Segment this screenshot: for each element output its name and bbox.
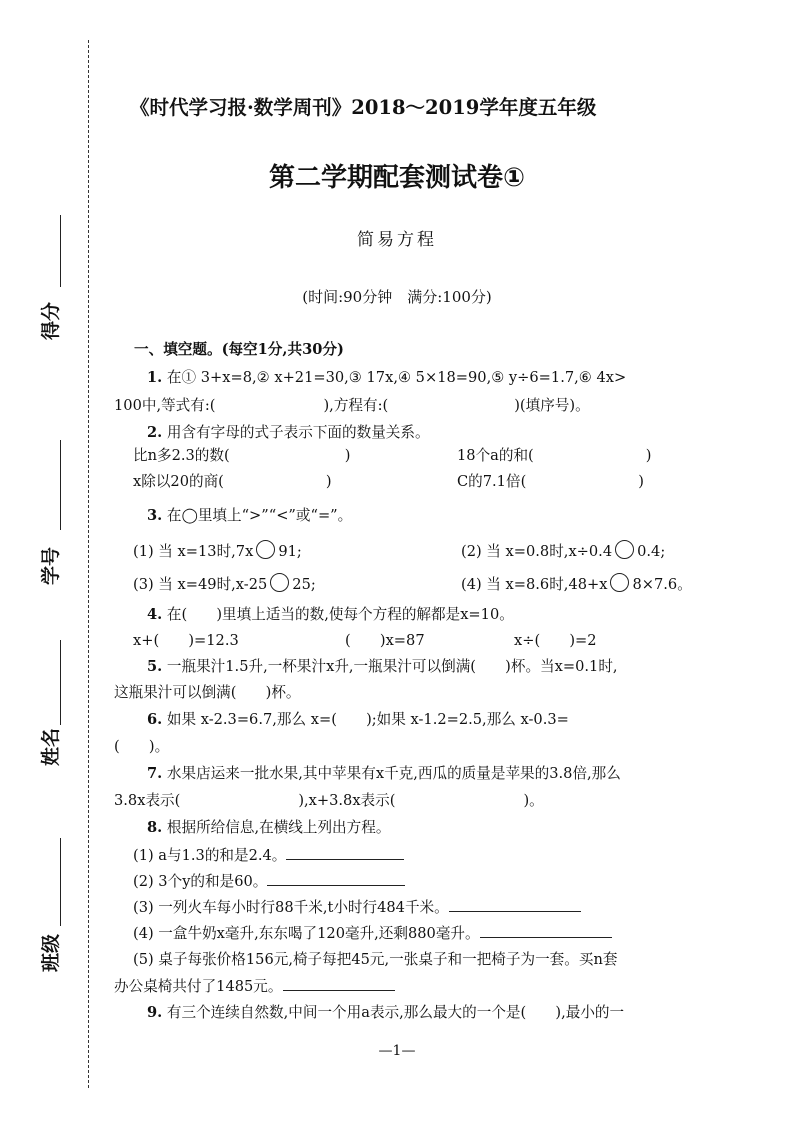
q3-number: 3. <box>147 507 163 524</box>
q3-item-2 <box>461 540 665 562</box>
q3-text: 在◯里填上“>”“<”或“=”。 <box>166 507 353 524</box>
q5-text: 一瓶果汁1.5升,一杯果汁x升,一瓶果汁可以倒满( )杯。当x=0.1时, <box>166 658 618 675</box>
super-title: 《时代学习报·数学周刊》2018～2019学年度五年级 <box>130 96 597 119</box>
q8-item-3-text: (3) 一列火车每小时行88千米,t小时行484千米。 <box>133 899 449 916</box>
q2-item-d <box>457 472 644 492</box>
q8-item-2 <box>133 871 405 892</box>
q7-number: 7. <box>147 765 163 782</box>
score-label-text: 得分 <box>40 301 62 340</box>
binding-cut-line <box>88 40 89 1088</box>
q9-text: 有三个连续自然数,中间一个用a表示,那么最大的一个是( ),最小的一 <box>166 1004 625 1021</box>
q1-number: 1. <box>147 369 163 386</box>
q6-number: 6. <box>147 711 163 728</box>
q4-equation-c[interactable]: x÷( )=2 <box>514 632 597 649</box>
q8-answer-line-4[interactable] <box>480 923 612 938</box>
class-field[interactable] <box>60 838 61 926</box>
q8-answer-line-5[interactable] <box>283 976 395 991</box>
score-field[interactable] <box>60 215 61 287</box>
q8-item-3 <box>133 897 581 918</box>
q1-line1 <box>147 368 626 388</box>
q2-line <box>147 423 430 443</box>
page-title: 第二学期配套测试卷① <box>268 163 525 193</box>
q7-text-c: )。 <box>523 792 544 809</box>
q4-text: 在( )里填上适当的数,使每个方程的解都是x=10。 <box>166 606 514 623</box>
q2-item-b-text: 18个a的和( <box>457 447 534 464</box>
q8-number: 8. <box>147 819 163 836</box>
class-label-text: 班级 <box>40 933 62 972</box>
q3-item-3 <box>133 573 316 595</box>
q3-item-1 <box>133 540 302 562</box>
q5-line1 <box>147 657 618 677</box>
q8-item-5-text: 办公桌椅共付了1485元。 <box>114 978 283 995</box>
q2-item-d-text: C的7.1倍( <box>457 473 527 490</box>
q7-line1 <box>147 764 621 784</box>
student-id-field[interactable] <box>60 440 61 530</box>
q3-item-4 <box>461 573 692 595</box>
q3-compare-circle-3[interactable] <box>270 573 289 592</box>
q4-line <box>147 605 514 625</box>
q3-item-1-value: 91; <box>278 543 302 560</box>
q8-item-2-text: (2) 3个y的和是60。 <box>133 873 268 890</box>
q8-answer-line-3[interactable] <box>449 897 581 912</box>
q9-number: 9. <box>147 1004 163 1021</box>
q6-text: 如果 x-2.3=6.7,那么 x=( );如果 x-1.2=2.5,那么 x-0.3= <box>166 711 569 728</box>
q3-item-3-text: (3) 当 x=49时,x-25 <box>133 576 268 593</box>
q2-item-c-close: ) <box>325 473 332 490</box>
q7-text-a: 3.8x表示( <box>114 792 181 809</box>
q3-compare-circle-4[interactable] <box>610 573 629 592</box>
q6-line2: ( )。 <box>114 738 170 755</box>
q3-line <box>147 506 352 526</box>
q8-item-5: (5) 桌子每张价格156元,椅子每把45元,一张桌子和一把椅子为一套。买n套 <box>133 951 618 968</box>
q4-number: 4. <box>147 606 163 623</box>
subtitle: 简易方程 <box>357 230 437 250</box>
q1-text-a: 100中,等式有:( <box>114 397 216 414</box>
q2-item-a-text: 比n多2.3的数( <box>133 447 230 464</box>
q4-equation-b[interactable]: ( )x=87 <box>345 632 425 649</box>
name-label-text: 姓名 <box>40 727 62 766</box>
q5-line2: 这瓶果汁可以倒满( )杯。 <box>114 684 301 701</box>
q8-line <box>147 818 390 838</box>
student-id-label-text: 学号 <box>40 546 62 585</box>
q1-text: 在① 3+x=8,② x+21=30,③ 17x,④ 5×18=90,⑤ y÷6=1.7,⑥ 4x> <box>166 369 627 386</box>
q3-item-1-text: (1) 当 x=13时,7x <box>133 543 254 560</box>
q2-item-a <box>133 446 350 466</box>
q3-compare-circle-1[interactable] <box>256 540 275 559</box>
q2-item-b-close: ) <box>645 447 652 464</box>
q3-item-4-value: 8×7.6。 <box>632 576 692 593</box>
q3-item-2-value: 0.4; <box>637 543 666 560</box>
q2-item-d-close: ) <box>638 473 644 490</box>
q8-item-5-cont <box>114 976 395 997</box>
q8-text: 根据所给信息,在横线上列出方程。 <box>166 819 391 836</box>
q4-equation-a[interactable]: x+( )=12.3 <box>133 632 239 649</box>
q2-text: 用含有字母的式子表示下面的数量关系。 <box>166 424 430 441</box>
q8-item-4 <box>133 923 612 944</box>
q8-answer-line-1[interactable] <box>286 845 404 860</box>
q3-item-2-text: (2) 当 x=0.8时,x÷0.4 <box>461 543 613 560</box>
q2-number: 2. <box>147 424 163 441</box>
section-heading: 一、填空题。(每空1分,共30分) <box>134 341 344 358</box>
q2-item-c-text: x除以20的商( <box>133 473 224 490</box>
q3-item-4-text: (4) 当 x=8.6时,48+x <box>461 576 608 593</box>
q8-item-1 <box>133 845 404 866</box>
q7-line2 <box>114 791 544 811</box>
q2-item-b <box>457 446 651 466</box>
q8-item-1-text: (1) a与1.3的和是2.4。 <box>133 847 287 864</box>
q9-line <box>147 1003 624 1023</box>
q1-text-b: ),方程有:( <box>323 397 389 414</box>
q7-text-b: ),x+3.8x表示( <box>298 792 396 809</box>
q3-item-3-value: 25; <box>292 576 316 593</box>
q8-answer-line-2[interactable] <box>267 871 405 886</box>
name-field[interactable] <box>60 640 61 725</box>
time-info: (时间:90分钟 满分:100分) <box>302 288 492 306</box>
q3-compare-circle-2[interactable] <box>615 540 634 559</box>
q8-item-4-text: (4) 一盒牛奶x毫升,东东喝了120毫升,还剩880毫升。 <box>133 925 480 942</box>
q2-item-a-close: ) <box>344 447 351 464</box>
q7-text: 水果店运来一批水果,其中苹果有x千克,西瓜的质量是苹果的3.8倍,那么 <box>166 765 621 782</box>
q5-number: 5. <box>147 658 163 675</box>
q1-line2 <box>114 396 590 416</box>
q6-line1 <box>147 710 569 730</box>
q2-item-c <box>133 472 332 492</box>
page-number: —1— <box>378 1043 416 1059</box>
q1-text-c: )(填序号)。 <box>514 397 590 414</box>
